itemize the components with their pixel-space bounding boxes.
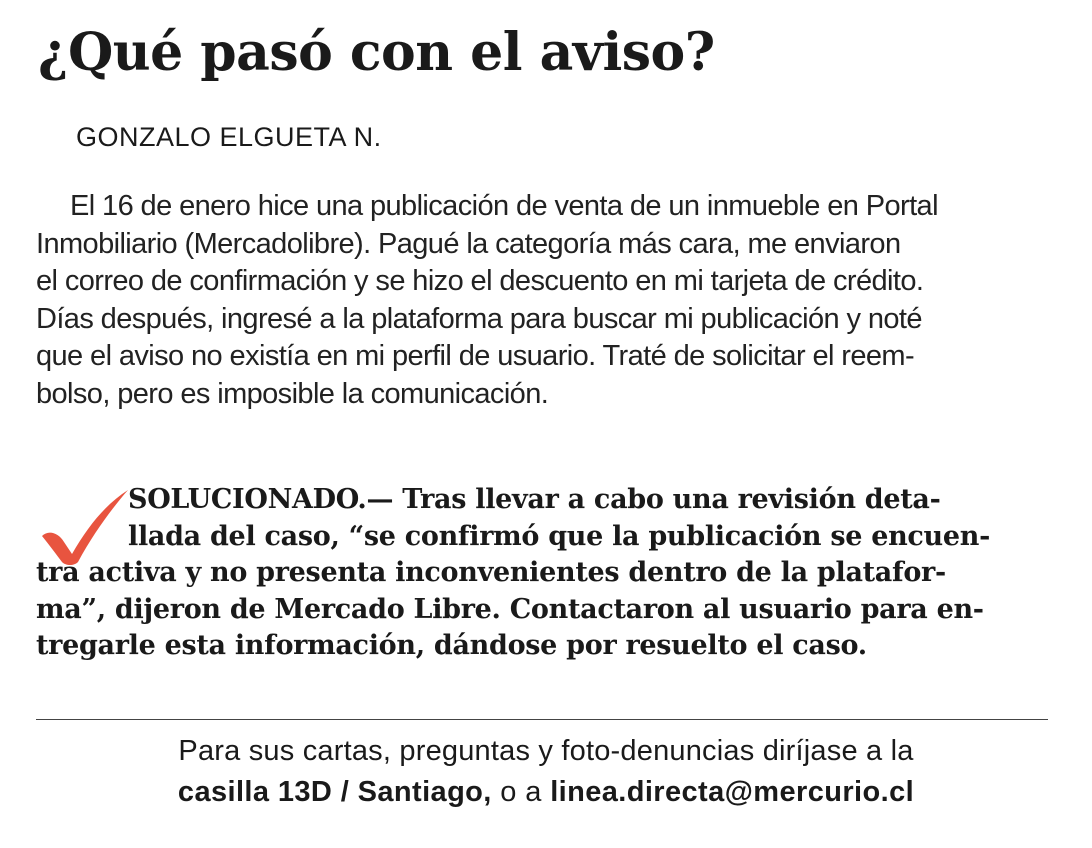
letter-line: bolso, pero es imposible la comunicación. (36, 377, 549, 410)
letter-line: El 16 de enero hice una publicación de venta de un inmueble en Portal (70, 190, 938, 222)
resolution-line: tra activa y no presenta inconvenientes dentro de la platafor- (36, 557, 946, 588)
footer-connector: o a (491, 776, 551, 808)
letter-line: Inmobiliario (Mercadolibre). Pagué la categoría más cara, me enviaron (36, 227, 901, 260)
letter-body (36, 188, 1066, 413)
resolution-note (36, 482, 1066, 665)
footer-contact (0, 776, 1092, 809)
resolution-line: ma”, dijeron de Mercado Libre. Contactaron al usuario para en- (36, 593, 984, 625)
resolution-line: llada del caso, “se confirmó que la publicación se encuen- (128, 520, 990, 552)
mailing-address: casilla 13D / Santiago, (177, 776, 492, 808)
email-link[interactable]: linea.directa@mercurio.cl (550, 776, 915, 808)
resolution-line: tregarle esta información, dándose por resuelto el caso. (36, 630, 867, 661)
headline: ¿Qué pasó con el aviso? (38, 22, 715, 83)
letter-line: el correo de confirmación y se hizo el descuento en mi tarjeta de crédito. (36, 265, 924, 297)
footer-instructions: Para sus cartas, preguntas y foto-denuncias diríjase a la (178, 735, 914, 767)
resolution-line: SOLUCIONADO.— Tras llevar a cabo una revisión deta- (128, 484, 941, 515)
letter-line: Días después, ingresé a la plataforma para buscar mi publicación y noté (36, 302, 922, 335)
divider (36, 719, 1048, 720)
letter-line: que el aviso no existía en mi perfil de usuario. Traté de solicitar el reem- (36, 340, 915, 372)
byline: GONZALO ELGUETA N. (76, 122, 382, 152)
